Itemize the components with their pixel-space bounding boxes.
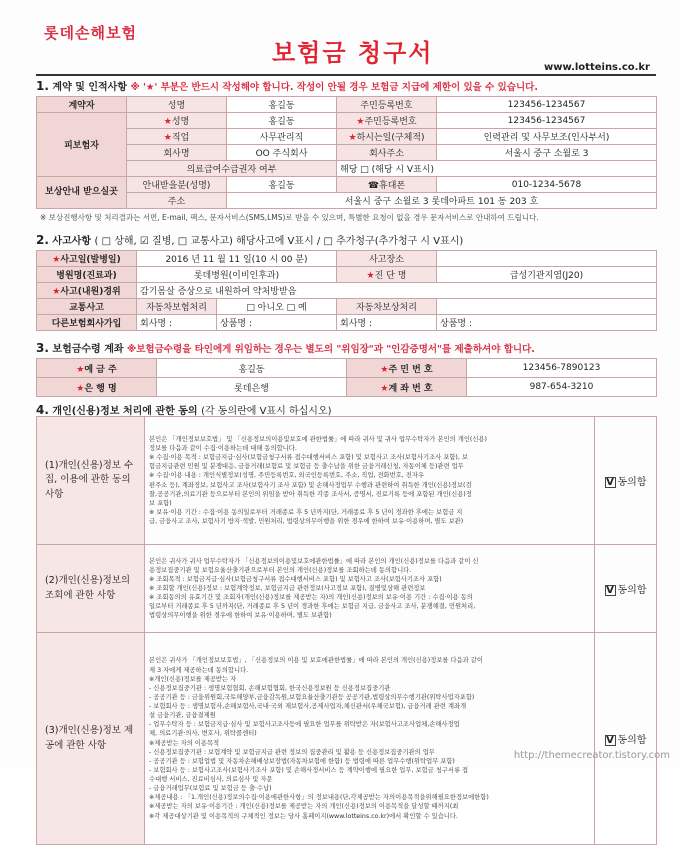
consent-item-text xyxy=(145,633,595,845)
consent-text-line: 용정보집중기관 및 보험요율산출기관으로부터 본인의 개인(신용)정보를 조회하는데 동의합니다. xyxy=(149,566,412,574)
agree-label: 동의함 xyxy=(617,477,647,488)
consent-text-line: ※제공받는 자의 이용목적 xyxy=(149,739,220,747)
checkmark-icon: V xyxy=(606,585,614,596)
account-number-field[interactable]: 987-654-3210 xyxy=(467,378,657,397)
section1-title: 계약 및 인적사항 xyxy=(52,82,127,93)
consent-item-label: (1)개인(신용)정보 수집, 이용에 관한 동의사항 xyxy=(37,417,145,545)
guide-name-field[interactable]: 홍길동 xyxy=(227,177,337,193)
consent-text-line: ※제공내용 : 「1.개인(신용)정보의수집·이용에관한사항」의 정보내용(단,각제공받는 자의이용목적을위해필요한정보에한함) xyxy=(149,794,489,802)
accident-date-field[interactable]: 2016 년 11 월 11 일(10 시 00 분) xyxy=(137,251,337,267)
consent-item-text xyxy=(145,417,595,545)
consent-item-label: (2)개인(신용)정보의 조회에 관한 사항 xyxy=(37,545,145,633)
consent-row xyxy=(37,633,657,845)
consent-text-line: ※ 조회동의의 유효기간 및 조회자(개인(신용)정보를 제공받는 자)의 개인(신용)정보의 보유·이용 기간 : 수집·이용 동의 xyxy=(149,594,473,602)
insured-label: 피보험자 xyxy=(37,113,127,177)
contact-footnote: ※ 보상진행사항 및 처리결과는 서면, E-mail, 팩스, 문자서비스(SMS,LMS)로 받을 수 있으며, 특별한 요청이 없을 경우 문자서비스로 안내하여 드립니다. xyxy=(40,213,539,222)
consent-row xyxy=(37,545,657,633)
section4-subtitle: (각 동의란에 V표시 하십시오) xyxy=(201,406,332,417)
consent-text-line: ※개인(신용)정보를 제공받는 자 xyxy=(149,675,237,683)
consent-text-line: - 신용정보집중기관 : 보험계약 및 보험금지급 관련 정보의 집중관리 및 활용 등 신용정보집중기관의 업무 xyxy=(149,748,435,756)
page-title: 보험금 청구서 xyxy=(272,39,434,67)
agree-label: 동의함 xyxy=(617,585,647,596)
job-field[interactable]: 사무관리직 xyxy=(227,129,337,145)
consent-text-line: 설 금융기관, 금융결제원 xyxy=(149,712,216,720)
duty-field[interactable]: 인력관리 및 사무보조(인사부서) xyxy=(437,129,657,145)
consent-text-line: 법령상의무이행을 위한 경우에 한하여 보유·이용하며, 별도 보관함) xyxy=(149,612,332,620)
section4-title: 개인(신용)정보 처리에 관한 동의 xyxy=(52,406,198,417)
consent-item-label: (3)개인(신용)정보 제공에 관한 사항 xyxy=(37,633,145,845)
consent-text-line: - 업무수탁자 등 : 보험금지급·심사 및 보험사고조사등에 필요한 업무를 위탁받은 자(보험사고조사업체,손해사정업 xyxy=(149,721,460,729)
consent-agree-checkbox[interactable] xyxy=(595,633,657,845)
consent-item-text xyxy=(145,545,595,633)
accident-place-field[interactable] xyxy=(437,251,657,267)
consent-text-line: 일로부터 거래종료 후 5 년까지(단, 거래종료 후 5 년이 경과한 후에는 보험금 지급, 금융사고 조사, 분쟁해결, 민원처리, xyxy=(149,603,476,611)
consent-text-line: 본인은 「개인정보보호법」 및 「신용정보의이용및보호에 관한법률」에 따라 귀사 및 귀사 업무수탁자가 본인의 개인(신용) xyxy=(149,435,488,443)
brand-logo: 롯데손해보험 xyxy=(44,24,137,42)
mobile-field[interactable]: 010-1234-5678 xyxy=(437,177,657,193)
consent-text-line: - 보험회사 등 : 생명보험사,손해보험사,국내·국외 재보험사,공제사업자,체신관서(우체국보험), 금융거래 관련 계좌개 xyxy=(149,703,467,710)
consent-text-line: ※ 수집·이용 내용 : 개인식별정보(성명, 주민등록번호, 외국인등록번호, 주소, 직업, 전화번호, 전자우 xyxy=(149,472,425,480)
section2-title: 사고사항 xyxy=(52,236,92,247)
car-compensation-field[interactable] xyxy=(437,299,657,315)
guide-label: 보상안내 받으실곳 xyxy=(37,177,127,209)
consent-text-line: 찰,공공기관,의료기관 등으로부터 본인의 위임을 받아 취득한 각종 조사서, 증명서, 진료기록 등에 포함된 개인(신용)정 xyxy=(149,490,472,498)
bank-account-table: ★예 금 주 홍길동 ★주 민 번 호 123456-7890123 ★은 행 명 롯데은행 ★계 좌 번 호 987-654-3210 xyxy=(36,358,657,397)
bank-name-field[interactable]: 롯데은행 xyxy=(157,378,347,397)
hospital-field[interactable]: 롯데병원(이비인후과) xyxy=(137,267,337,283)
section4-heading: 4. 개인(신용)정보 처리에 관한 동의 (각 동의란에 V표시 하십시오) xyxy=(36,403,332,417)
consent-text-line: ※ 조회목적 : 보험금지급·심사(보험금청구서류 접수대행서비스 포함) 및 보험사고 조사(보험사기조사 포함) xyxy=(149,575,442,583)
contractor-label: 계약자 xyxy=(37,97,127,113)
consent-agree-checkbox[interactable] xyxy=(595,545,657,633)
company-address-field[interactable]: 서울시 중구 소월로 3 xyxy=(437,145,657,161)
section3-heading: 3. 보험금수령 계좌 ※보험금수령을 타인에게 위임하는 경우는 별도의 "위임장"과 "인감증명서"를 제출하셔야 합니다. xyxy=(36,341,535,355)
consent-text-line: 본인은 귀사가 귀사 업무수탁자가 「신용정보의이용및보호에관한법률」에 따라 본인의 개인(신용)정보를 다음과 같이 신 xyxy=(149,557,479,565)
section3-note: ※보험금수령을 타인에게 위임하는 경우는 별도의 "위임장"과 "인감증명서"를 제출하셔야 합니다. xyxy=(127,344,535,355)
accident-table: ★사고일(발병일) 2016 년 11 월 11 일(10 시 00 분) 사고장소 병원명(진료과) 롯데병원(이비인후과) ★진 단 명 급성기관지염(J20) ★사고(내원)경위 감기몸살 증상으로 내원하여 약처방받음 교통사고 자동차보험처리 □ 아니오 □ 예 자동차보상처리 다른보험회사가입 회사명 : 상품명 : 회사명 : 상품명 : xyxy=(36,250,657,331)
consent-text-line: ※각 제공대상기관 및 이용목적의 구체적인 정보는 당사 홈페이지(www.lotteins.co.kr)에서 확인할 수 있습니다. xyxy=(149,812,458,820)
insured-name[interactable]: 홍길동 xyxy=(227,113,337,129)
account-holder-field[interactable]: 홍길동 xyxy=(157,359,347,378)
checkmark-icon: V xyxy=(606,735,614,746)
consent-row xyxy=(37,417,657,545)
contractor-rrn[interactable]: 123456-1234567 xyxy=(437,97,657,113)
section1-note: ※ '★' 부분은 반드시 작성해야 합니다. 작성이 안될 경우 보험금 지급에 제한이 있을 수 있습니다. xyxy=(130,82,538,93)
consent-text-line: ※ 보유·이용 기간 : 수집·이용 동의일로부터 거래종료 후 5 년까지(단, 거래종료 후 5 년이 경과한 후에는 보험금 지 xyxy=(149,508,463,516)
medical-aid-checkbox[interactable]: 해당 □ (해당 시 V표시) xyxy=(337,161,657,177)
car-insurance-checkbox[interactable]: □ 아니오 □ 예 xyxy=(217,299,337,315)
visit-course-field[interactable]: 감기몸살 증상으로 내원하여 약처방받음 xyxy=(137,283,657,299)
insured-rrn[interactable]: 123456-1234567 xyxy=(437,113,657,129)
consent-text-line: 수대행 서비스, 진료비심사, 의료심사 및 자문 xyxy=(149,776,273,783)
agree-label: 동의함 xyxy=(617,735,647,746)
consent-agree-checkbox[interactable] xyxy=(595,417,657,545)
section1-heading: 1. 계약 및 인적사항 ※ '★' 부분은 반드시 작성해야 합니다. 작성이 안될 경우 보험금 지급에 제한이 있을 수 있습니다. xyxy=(36,79,538,93)
watermark: http://themecreator.tistory.com xyxy=(513,750,670,761)
consent-text-line: - 금융거래업무(보험료 및 보험금 등 출·수납) xyxy=(149,785,272,793)
consent-text-line: 제 3 자에게 제공하는데 동의합니다. xyxy=(149,666,249,674)
diagnosis-field[interactable]: 급성기관지염(J20) xyxy=(437,267,657,283)
section2-heading: 2. 사고사항 ( □ 상해, ☑ 질병, □ 교통사고) 해당사고에 V표시 / □ 추가청구(추가청구 시 V표시) xyxy=(36,233,464,247)
consent-text-line: 정보를 다음과 같이 수집·이용하는데 대해 동의합니다. xyxy=(149,445,297,452)
contractor-name[interactable]: 홍길동 xyxy=(227,97,337,113)
checkmark-icon: V xyxy=(606,477,614,488)
section3-title: 보험금수령 계좌 xyxy=(52,344,124,355)
consent-text-line: 급, 금융사고 조사, 보험사기 방지·적발, 민원처리, 법령상의무이행을 위한 경우에 한하여 보유·이용하며, 별도 보관) xyxy=(149,518,464,525)
consent-text-line: - 공공기관 등 : 금융위원회,국토해양부,금융감독원,보험요율산출기관등 공공기관,법령상의무수행기관(위탁사업자포함) xyxy=(149,693,475,701)
consent-text-line: - 공공기관 등 : 보험업법 및 자동차손해배상보장법(자동차보험에 한함) 등 법령에 따른 업무수행(위탁업무 포함) xyxy=(149,757,455,765)
site-url: www.lotteins.co.kr xyxy=(544,62,650,73)
consent-table xyxy=(36,416,657,845)
account-rrn-field[interactable]: 123456-7890123 xyxy=(467,359,657,378)
consent-text-line: 험금지급관련 민원 및 분쟁대응, 금융거래(보험료 및 보험금 등 출수납을 위한 금융거래신청, 자동이체 등)관련 업무 xyxy=(149,463,464,471)
consent-text-line: 체, 의료기관·의사, 변호사, 위탁콜센터) xyxy=(149,730,257,738)
consent-text-line: 편주소 등), 계좌정보, 보험사고 조사(보험사기 조사 포함) 및 손해사정업무 수행과 관련하여 취득한 개인(신용)정보(검 xyxy=(149,481,472,489)
consent-text-line: ※ 조회할 개인(신용)정보 : 보험계약정보, 보험금지급 관련정보(사고정보 포함), 질병및상해 관련정보 xyxy=(149,584,426,592)
personal-info-table: 계약자 성명 홍길동 주민등록번호 123456-1234567 피보험자 ★성명 홍길동 ★주민등록번호 123456-1234567 ★직업 사무관리직 ★하시는일(구체적) 인력관리 및 사무보조(인사부서) 회사명 OO 주식회사 회사주소 서울시 중구 소월로 3 의료급여수급권자 여부 해당 □ (해당 시 V표시) 보상안내 받으실곳 안내받을분(성명) 홍길동 ☎휴대폰 010-1234-5678 주소 서울시 중구 소월로 3 롯데아파트 101 동 203 호 xyxy=(36,96,657,209)
accident-type-options[interactable]: ( □ 상해, ☑ 질병, □ 교통사고) 해당사고에 V표시 / □ 추가청구(추가청구 시 V표시) xyxy=(94,236,464,247)
consent-text-line: ※제공받는 자의 보유·이용기간 : 개인(신용)정보를 제공받는 자의 개인(신용)정보의 이용목적을 달성할 때까지(최 xyxy=(149,803,459,811)
address-field[interactable]: 서울시 중구 소월로 3 롯데아파트 101 동 203 호 xyxy=(227,193,657,209)
company-field[interactable]: OO 주식회사 xyxy=(227,145,337,161)
title-divider xyxy=(36,74,656,76)
consent-text-line: 보 포함) xyxy=(149,499,172,507)
consent-text-line: - 신용정보집중기관 : 생명보험협회, 손해보험협회, 한국신용정보원 등 신용정보집중기관 xyxy=(149,684,391,692)
consent-text-line: - 보험회사 등 : 보험사고조사(보험사기조사 포함) 및 손해사정서비스 등 계약이행에 필요한 업무, 보험금 청구서류 접 xyxy=(149,766,469,774)
consent-text-line: ※ 수집·이용 목적 : 보험금지급·심사(보험금청구서류 접수대행서비스 포함) 및 보험사고 조사(보험사기조사 포함), 보 xyxy=(149,454,468,462)
consent-text-line: 본인은 귀사가 「개인정보보호법」, 「신용정보의 이용 및 보호에관한법률」에 따라 본인의 개인(신용)정보를 다음과 같이 xyxy=(149,657,483,665)
